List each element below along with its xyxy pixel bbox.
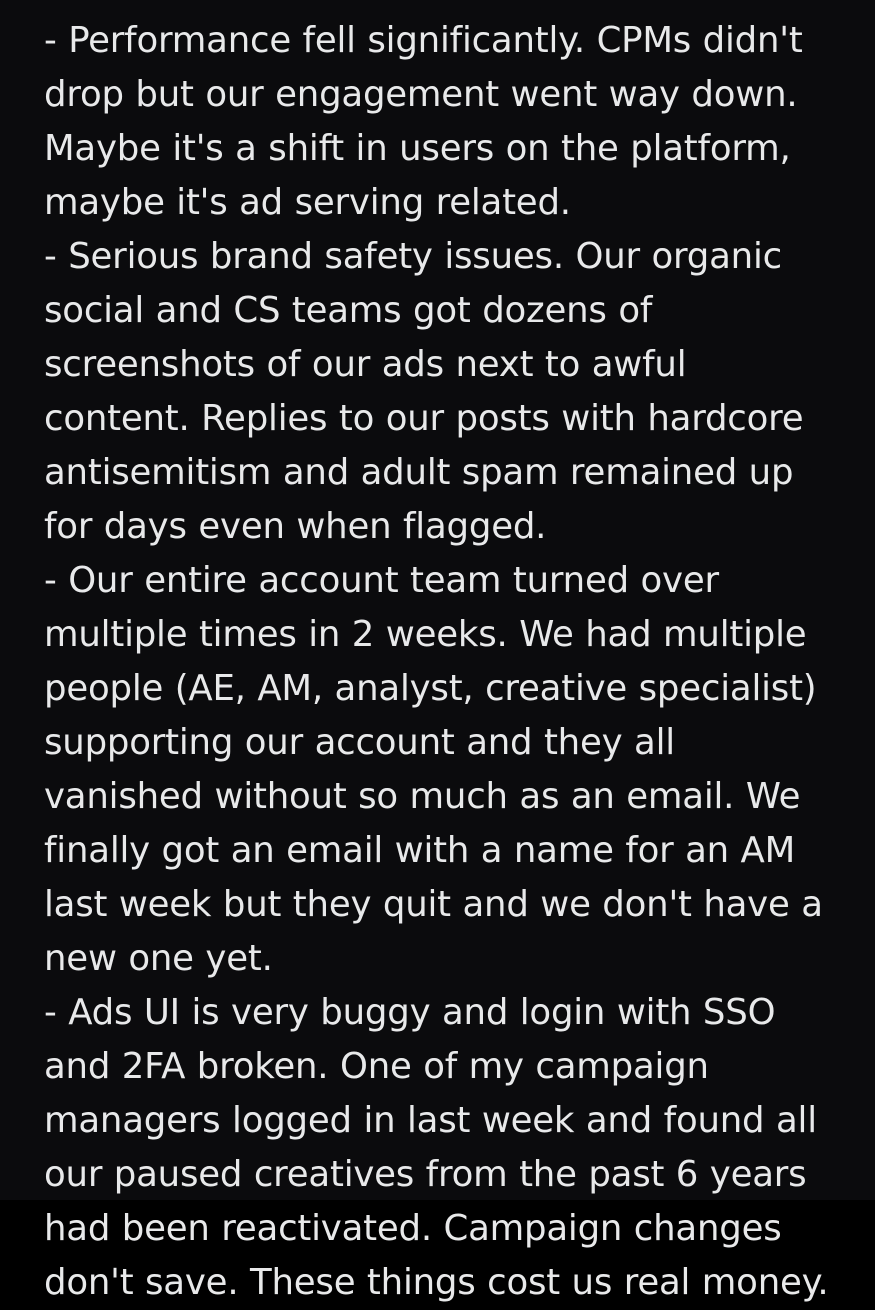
note-paragraph-2: - Serious brand safety issues. Our organic social and CS teams got dozens of screenshots of our ads next to awful content. Replies to our posts with hardcore antisemitism and adult spam remained up for days even when flagged.: [44, 236, 804, 547]
note-text-body: [44, 14, 829, 1310]
note-paragraph-3: - Our entire account team turned over multiple times in 2 weeks. We had multiple people (AE, AM, analyst, creative specialist) supporting our account and they all vanished without so much as an email. We finally got an email with a name for an AM last week but they quit and we don't have a new one yet.: [44, 560, 823, 979]
note-paragraph-4: - Ads UI is very buggy and login with SSO and 2FA broken. One of my campaign managers logged in last week and found all our paused creatives from the past 6 years had been reactivated. Campaign changes don't save. These things cost us real money.: [44, 992, 829, 1303]
note-paragraph-1: - Performance fell significantly. CPMs didn't drop but our engagement went way down. Maybe it's a shift in users on the platform, maybe it's ad serving related.: [44, 20, 803, 223]
